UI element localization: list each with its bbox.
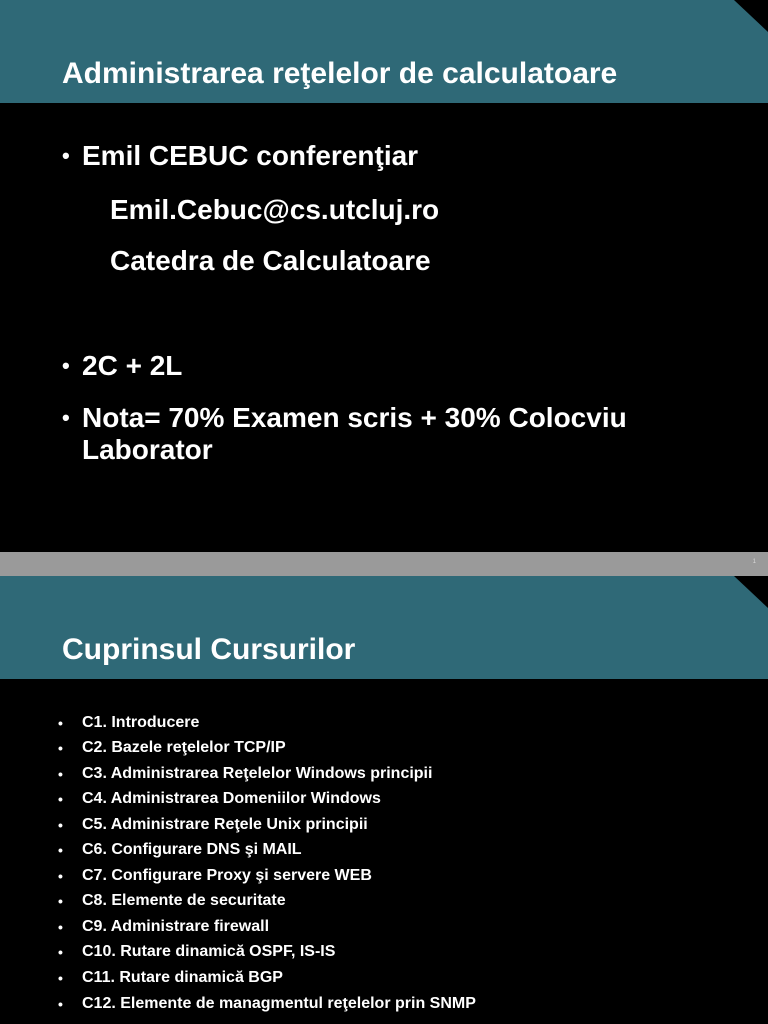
bullet-icon: • [58,791,63,807]
bullet-icon: • [62,143,70,168]
title-bar [0,0,768,103]
bullet-icon: • [58,970,63,986]
slide-title: Cuprinsul Cursurilor [62,633,356,666]
slide-2 [0,576,768,1024]
slide-separator [0,552,768,576]
course-item-label: C3. Administrarea Reţelelor Windows principii [82,765,433,782]
bullet-icon: • [58,842,63,858]
bullet-icon: • [58,766,63,782]
page-number: 1 [752,559,756,565]
instructor-email: Emil.Cebuc@cs.utcluj.ro [110,194,440,225]
course-item-label: C11. Rutare dinamică BGP [82,969,283,986]
bullet-icon: • [58,868,63,884]
bullet-icon: • [58,944,63,960]
grading-line-1: Nota= 70% Examen scris + 30% Colocviu [82,402,627,433]
bullet-icon: • [58,996,63,1012]
course-item-label: C7. Configurare Proxy şi servere WEB [82,867,372,884]
course-item-label: C4. Administrarea Domeniilor Windows [82,790,381,807]
course-item-label: C9. Administrare firewall [82,918,270,935]
slide-title: Administrarea reţelelor de calculatoare [62,57,618,90]
corner-fold-decoration [734,576,768,608]
course-item-label: C2. Bazele reţelelor TCP/IP [82,739,286,756]
corner-fold-decoration [734,0,768,32]
bullet-icon: • [62,353,70,378]
title-bar [0,576,768,679]
course-item-label: C6. Configurare DNS şi MAIL [82,841,302,858]
grading-line-2: Laborator [82,434,213,465]
course-item-label: C5. Administrare Reţele Unix principii [82,816,368,833]
hours-text: 2C + 2L [82,350,183,381]
bullet-icon: • [58,919,63,935]
course-item-label: C1. Introducere [82,714,200,731]
course-item-label: C10. Rutare dinamică OSPF, IS-IS [82,943,336,960]
course-item-label: C12. Elemente de managmentul reţelelor prin SNMP [82,995,476,1012]
bullet-icon: • [58,893,63,909]
bullet-icon: • [58,740,63,756]
instructor-department: Catedra de Calculatoare [110,245,431,276]
instructor-name: Emil CEBUC conferenţiar [82,140,419,171]
bullet-icon: • [58,817,63,833]
bullet-icon: • [58,715,63,731]
bullet-icon: • [62,405,70,430]
course-item-label: C8. Elemente de securitate [82,892,286,909]
